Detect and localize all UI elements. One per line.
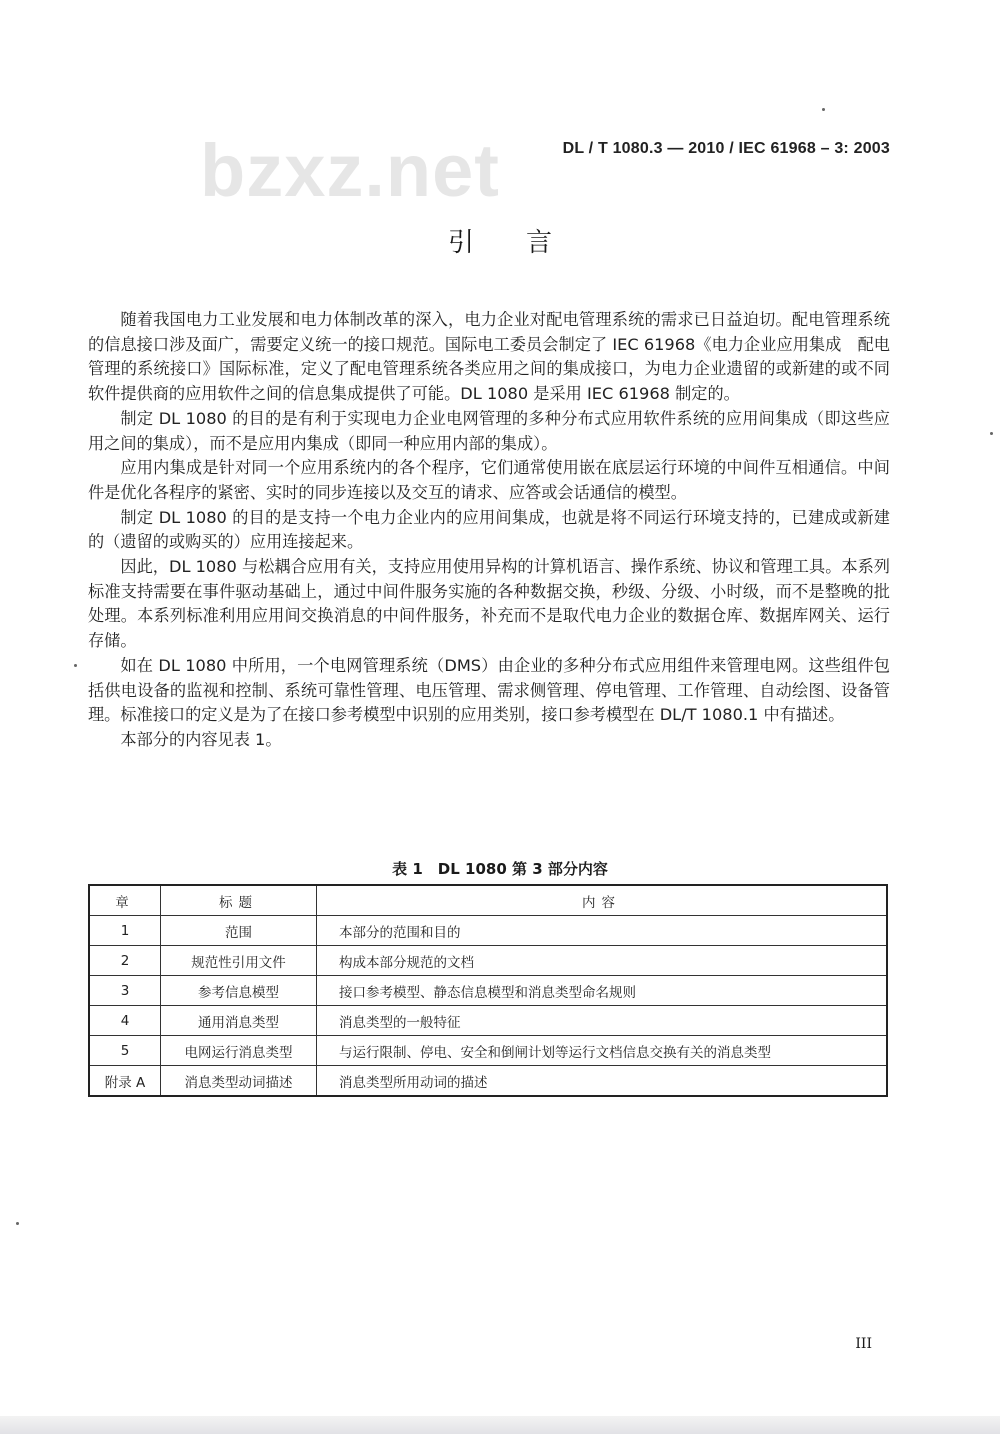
cell-content: 接口参考模型、静态信息模型和消息类型命名规则 <box>317 976 888 1006</box>
watermark-logo: bzxz.net <box>200 129 500 212</box>
cell-content: 本部分的范围和目的 <box>317 916 888 946</box>
cell-chapter: 5 <box>89 1036 161 1066</box>
cell-title: 电网运行消息类型 <box>161 1036 317 1066</box>
table-row <box>89 1036 887 1066</box>
paragraph: 制定 DL 1080 的目的是支持一个电力企业内的应用间集成，也就是将不同运行环境支持的，已建成或新建的（遗留的或购买的）应用连接起来。 <box>88 507 890 552</box>
table-row <box>89 916 887 946</box>
cell-title: 通用消息类型 <box>161 1006 317 1036</box>
cell-chapter: 2 <box>89 946 161 976</box>
page-number: III <box>855 1336 872 1352</box>
scan-speck <box>16 1222 19 1225</box>
table-row <box>89 1006 887 1036</box>
table-row <box>89 946 887 976</box>
paragraph: 制定 DL 1080 的目的是有利于实现电力企业电网管理的多种分布式应用软件系统的应用间集成（即这些应用之间的集成），而不是应用内集成（即同一种应用内部的集成）。 <box>88 408 890 453</box>
cell-chapter: 3 <box>89 976 161 1006</box>
header-title: 标题 <box>161 885 317 916</box>
scan-edge-shadow <box>0 1416 1000 1434</box>
table-caption: 表 1 DL 1080 第 3 部分内容 <box>392 860 608 878</box>
paragraph: 本部分的内容见表 1。 <box>120 729 282 749</box>
scan-speck <box>822 108 825 111</box>
cell-chapter: 附录 A <box>89 1066 161 1097</box>
cell-chapter: 1 <box>89 916 161 946</box>
paragraph: 因此，DL 1080 与松耦合应用有关，支持应用使用异构的计算机语言、操作系统、协议和管理工具。本系列标准支持需要在事件驱动基础上，通过中间件服务实施的各种数据交换，秒级、分级、小时级，而不是整晚的批处理。本系列标准利用应用间交换消息的中间件服务，补充而不是取代电力企业的数据仓库、数据库网关、运行存储。 <box>88 557 890 651</box>
table-header-row <box>89 885 887 916</box>
cell-title: 范围 <box>161 916 317 946</box>
paragraph: 随着我国电力工业发展和电力体制改革的深入，电力企业对配电管理系统的需求已日益迫切。配电管理系统的信息接口涉及面广，需要定义统一的接口规范。国际电工委员会制定了 IEC 61968《电力企业应用集成 配电管理的系统接口》国际标准，定义了配电管理系统各类应用之间的集成接口，为电力企业遗留的或新建的或不同软件提供商的应用软件之间的信息集成提供了可能。DL 1080 是采用 IEC 61968 制定的。 <box>88 310 890 404</box>
body-text <box>88 308 890 753</box>
cell-content: 消息类型的一般特征 <box>317 1006 888 1036</box>
paragraph: 应用内集成是针对同一个应用系统内的各个程序，它们通常使用嵌在底层运行环境的中间件互相通信。中间件是优化各程序的紧密、实时的同步连接以及交互的请求、应答或会话通信的模型。 <box>88 458 890 502</box>
standard-number: DL / T 1080.3 — 2010 / IEC 61968 – 3: 2003 <box>562 140 890 157</box>
table-row <box>89 1066 887 1097</box>
header-content: 内容 <box>317 885 888 916</box>
cell-title: 消息类型动词描述 <box>161 1066 317 1097</box>
contents-table <box>88 884 888 1097</box>
cell-content: 与运行限制、停电、安全和倒闸计划等运行文档信息交换有关的消息类型 <box>317 1036 888 1066</box>
cell-chapter: 4 <box>89 1006 161 1036</box>
cell-title: 规范性引用文件 <box>161 946 317 976</box>
scan-speck <box>990 432 993 435</box>
cell-title: 参考信息模型 <box>161 976 317 1006</box>
cell-content: 构成本部分规范的文档 <box>317 946 888 976</box>
page-title: 引言 <box>447 228 604 258</box>
paragraph: 如在 DL 1080 中所用，一个电网管理系统（DMS）由企业的多种分布式应用组件来管理电网。这些组件包括供电设备的监视和控制、系统可靠性管理、电压管理、需求侧管理、停电管理、工作管理、自动绘图、设备管理。标准接口的定义是为了在接口参考模型中识别的应用类别，接口参考模型在 DL/T 1080.1 中有描述。 <box>88 655 890 725</box>
cell-content: 消息类型所用动词的描述 <box>317 1066 888 1097</box>
header-chapter: 章 <box>89 885 161 916</box>
scan-speck <box>74 664 77 667</box>
table-row <box>89 976 887 1006</box>
